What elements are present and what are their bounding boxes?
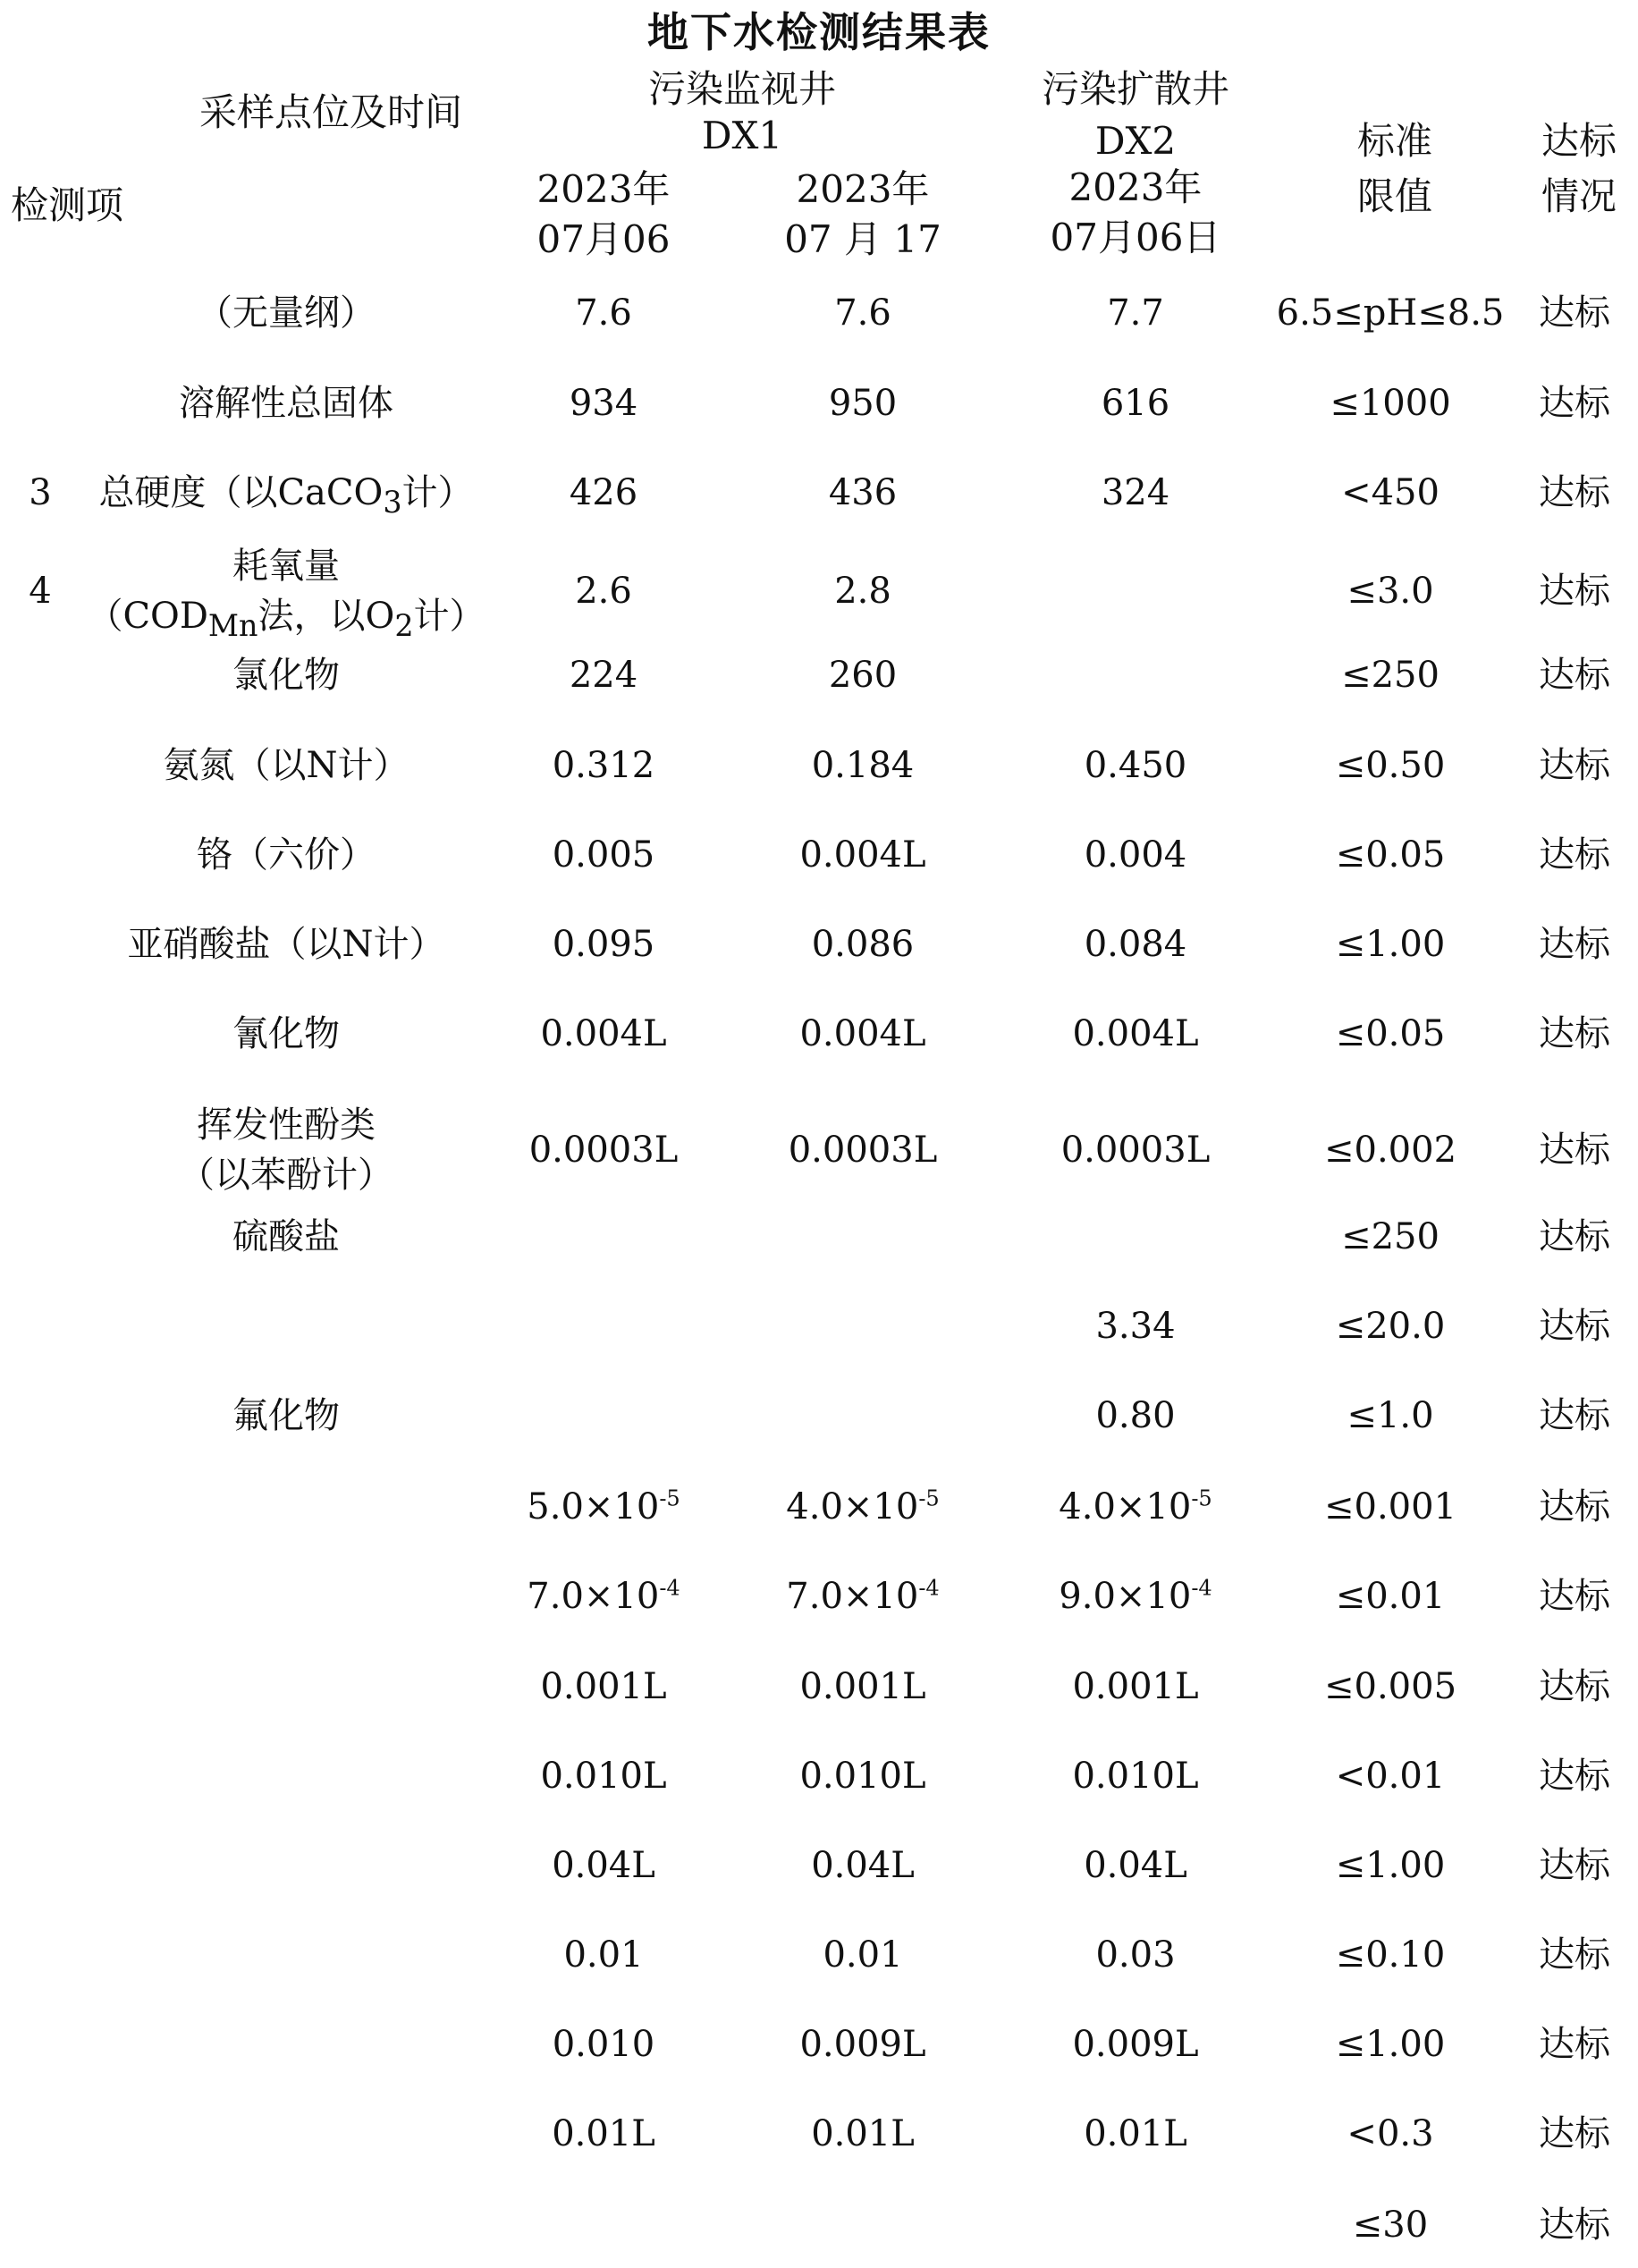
standard-limit: ≤3.0 [1347,571,1434,612]
standard-limit: <0.01 [1335,1756,1446,1797]
header-well1-date1-year: 2023年 [536,167,671,211]
row-item-name [80,919,492,969]
compliance-status: 达标 [1539,571,1610,612]
dx1-0706-value: $7.0\times 10^{-4}$ [527,1575,680,1617]
standard-limit: <0.3 [1347,2113,1434,2154]
compliance-status: 达标 [1539,292,1610,334]
header-well2 [1001,64,1270,263]
dx2-0706-value: 0.03 [1095,1934,1176,1976]
header-well1 [572,64,912,161]
dx2-0706-value: 0.0003L [1060,1130,1211,1171]
standard-limit: ≤0.01 [1335,1576,1446,1617]
dx1-0706-value: 934 [569,383,638,424]
standard-limit: ≤1000 [1330,383,1451,424]
header-well2-date-year: 2023年 [1068,165,1203,209]
dx1-0706-value: 0.312 [552,745,655,786]
dx2-0706-value: 0.04L [1084,1845,1187,1886]
header-well1-code: DX1 [701,114,783,157]
dx1-0717-value: 0.004L [799,1013,926,1054]
compliance-status: 达标 [1539,2024,1610,2065]
dx1-0706-value: 0.095 [552,924,655,965]
dx1-0717-value: 0.01L [811,2113,915,2154]
standard-limit: ≤0.05 [1335,1013,1446,1054]
dx2-0706-value: 0.450 [1084,745,1187,786]
dx1-0706-value: 0.010 [552,2024,655,2065]
row-item-name [80,650,492,700]
row-index: 3 [29,472,52,513]
standard-limit: ≤20.0 [1335,1306,1446,1347]
compliance-status: 达标 [1539,2205,1610,2246]
dx1-0706-value: 0.010L [540,1756,667,1797]
dx1-0717-value: 0.010L [799,1756,926,1797]
row-item-line: 氰化物 [232,1013,340,1054]
row-item-name [80,541,492,651]
dx2-0706-value: $9.0\times 10^{-4}$ [1059,1575,1212,1617]
row-item-line: 挥发性酚类 [197,1104,376,1146]
dx2-0706-value: 3.34 [1095,1306,1176,1347]
dx2-0706-value: 7.7 [1107,292,1164,334]
compliance-status: 达标 [1539,1486,1610,1528]
dx1-0717-value: 436 [828,472,898,513]
header-well1-date1 [496,165,711,265]
row-item-line: 氟化物 [232,1395,340,1436]
dx1-0717-value: 0.001L [799,1666,926,1707]
compliance-status: 达标 [1539,1013,1610,1054]
dx2-0706-value: 0.004 [1084,834,1187,876]
dx2-0706-value: 616 [1101,383,1170,424]
dx2-0706-value: 0.084 [1084,924,1187,965]
header-status-line1: 达标 [1541,119,1617,163]
standard-limit: ≤1.00 [1335,2024,1446,2065]
row-item-line: 氯化物 [232,655,340,696]
row-item-name [80,378,492,428]
header-well2-name: 污染扩散井 [1041,67,1229,111]
compliance-status: 达标 [1539,1756,1610,1797]
header-item-label: 检测项 [11,183,124,227]
dx1-0706-value: 0.001L [540,1666,667,1707]
compliance-status: 达标 [1539,745,1610,786]
dx1-0706-value: 224 [569,655,638,696]
compliance-status: 达标 [1539,383,1610,424]
row-item-name [80,1100,492,1200]
compliance-status: 达标 [1539,655,1610,696]
dx2-0706-value: 324 [1101,472,1170,513]
dx2-0706-value: 0.004L [1072,1013,1199,1054]
row-item-name [80,1212,492,1262]
page-title: 地下水检测结果表 [647,8,991,56]
standard-limit: ≤250 [1341,1216,1440,1257]
standard-limit: ≤250 [1341,655,1440,696]
header-limit-line1: 标准 [1356,119,1432,163]
row-item-name [80,740,492,791]
compliance-status: 达标 [1539,1306,1610,1347]
dx2-0706-value: 0.80 [1095,1395,1176,1436]
header-well1-date2 [751,165,975,265]
dx1-0706-value: 426 [569,472,638,513]
header-well2-code: DX2 [1094,119,1177,163]
dx1-0717-value: 0.086 [811,924,915,965]
row-item-name [80,1391,492,1441]
standard-limit: ≤1.00 [1335,1845,1446,1886]
header-well2-date-day: 07月06日 [1050,216,1221,259]
dx2-0706-value: 0.001L [1072,1666,1199,1707]
compliance-status: 达标 [1539,924,1610,965]
compliance-status: 达标 [1539,1845,1610,1886]
standard-limit: 6.5≤pH≤8.5 [1276,292,1505,334]
dx1-0706-value: 7.6 [575,292,632,334]
dx1-0706-value: 0.01 [563,1934,644,1976]
compliance-status: 达标 [1539,834,1610,876]
header-limit-line2: 限值 [1356,174,1432,218]
dx1-0717-value: 260 [828,655,898,696]
header-status [1520,116,1638,222]
dx1-0717-value: 7.6 [834,292,891,334]
compliance-status: 达标 [1539,1666,1610,1707]
dx1-0717-value: 0.0003L [788,1130,938,1171]
header-status-line2: 情况 [1541,174,1617,218]
dx1-0706-value: 0.005 [552,834,655,876]
row-item-line: （以苯酚计） [179,1155,393,1196]
dx2-0706-value: 0.010L [1072,1756,1199,1797]
dx1-0706-value: 0.0003L [528,1130,679,1171]
dx1-0717-value: 0.184 [811,745,915,786]
row-item-line: 氨氮（以N计） [163,745,410,786]
dx2-0706-value: $4.0\times 10^{-5}$ [1059,1485,1212,1528]
header-limit [1305,116,1484,222]
standard-limit: ≤0.10 [1335,1934,1446,1976]
header-sampling-label: 采样点位及时间 [198,90,462,134]
row-item-line: 硫酸盐 [232,1216,340,1257]
dx1-0706-value: 2.6 [575,571,632,612]
dx1-0717-value: 0.01 [823,1934,903,1976]
dx2-0706-value: 0.01L [1084,2113,1187,2154]
standard-limit: ≤0.50 [1335,745,1446,786]
header-well1-name: 污染监视井 [647,67,836,111]
dx1-0706-value: $5.0\times 10^{-5}$ [527,1485,680,1528]
dx1-0717-value: 950 [828,383,898,424]
compliance-status: 达标 [1539,1130,1610,1171]
compliance-status: 达标 [1539,472,1610,513]
row-item-line: 耗氧量 [232,546,340,587]
dx1-0717-value: 0.004L [799,834,926,876]
standard-limit: ≤1.00 [1335,924,1446,965]
dx1-0717-value: $7.0\times 10^{-4}$ [786,1575,940,1617]
dx1-0706-value: 0.01L [552,2113,655,2154]
standard-limit: ≤0.05 [1335,834,1446,876]
header-well1-date2-day: 07 月 17 [784,217,941,261]
dx1-0706-value: 0.04L [552,1845,655,1886]
row-item-name [80,288,492,338]
header-well1-date1-day: 07月06 [536,217,671,261]
row-item-name [80,830,492,880]
row-item-line: 铬（六价） [197,834,376,876]
row-item-name: 总硬度（以CaCO$_3$计） [98,472,474,520]
header-well1-date2-year: 2023年 [796,167,930,211]
row-item-line: （无量纲） [197,292,376,334]
row-item-line: （$COD_{Mn}$法，以$O_2$计） [87,596,485,643]
standard-limit: <450 [1341,472,1440,513]
row-item-line: 溶解性总固体 [179,383,393,424]
row-item-line: 亚硝酸盐（以N计） [127,924,445,965]
dx1-0706-value: 0.004L [540,1013,667,1054]
dx1-0717-value: 0.009L [799,2024,926,2065]
dx1-0717-value: $4.0\times 10^{-5}$ [786,1485,940,1528]
standard-limit: ≤30 [1352,2205,1429,2246]
compliance-status: 达标 [1539,1576,1610,1617]
standard-limit: ≤1.0 [1347,1395,1434,1436]
compliance-status: 达标 [1539,2113,1610,2154]
dx1-0717-value: 0.04L [811,1845,915,1886]
compliance-status: 达标 [1539,1395,1610,1436]
standard-limit: ≤0.001 [1323,1486,1457,1528]
dx1-0717-value: 2.8 [834,571,891,612]
compliance-status: 达标 [1539,1216,1610,1257]
standard-limit: ≤0.005 [1323,1666,1457,1707]
standard-limit: ≤0.002 [1323,1130,1457,1171]
row-index: 4 [29,571,52,612]
compliance-status: 达标 [1539,1934,1610,1976]
dx2-0706-value: 0.009L [1072,2024,1199,2065]
row-item-name [80,1009,492,1059]
